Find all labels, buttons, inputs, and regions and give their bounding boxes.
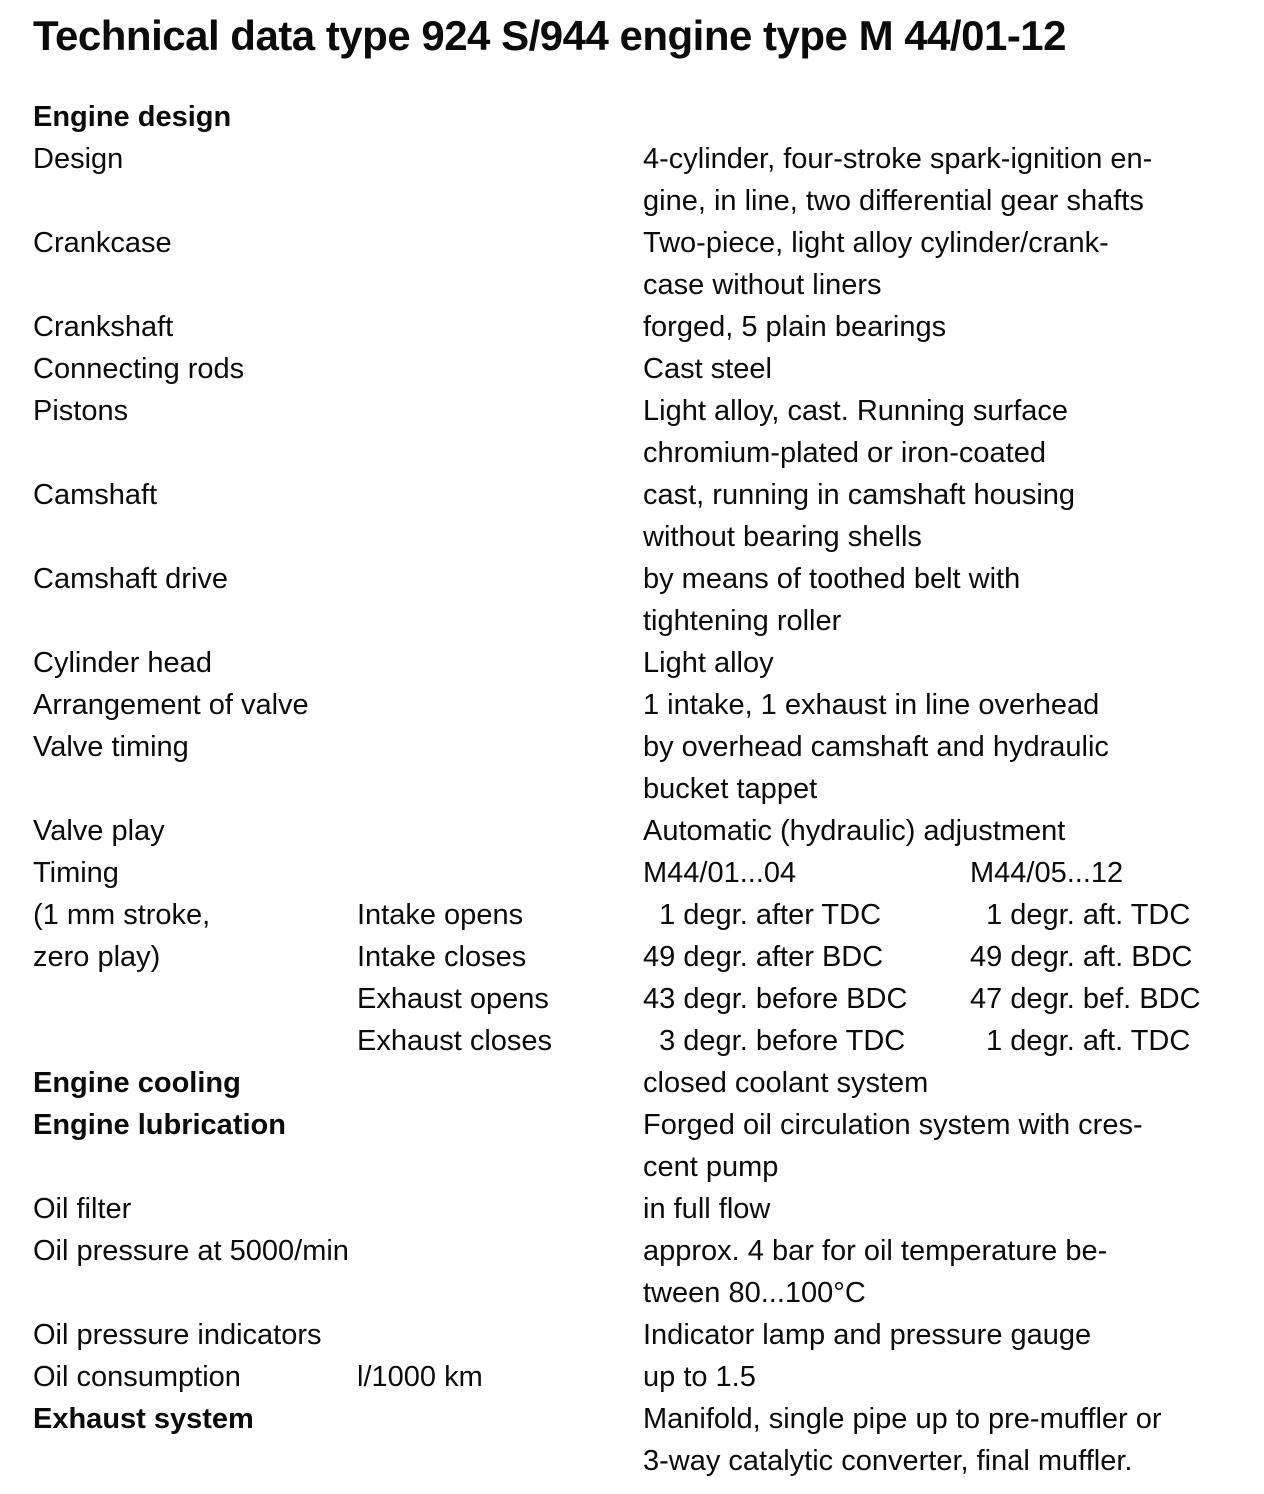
spec-label: Crankshaft — [33, 311, 174, 343]
spec-row — [33, 978, 1254, 1020]
spec-value: by overhead camshaft and hydraulic — [643, 731, 1109, 763]
spec-label: Arrangement of valve — [33, 689, 309, 721]
spec-row — [33, 390, 1254, 432]
spec-label: Crankcase — [33, 227, 172, 259]
spec-label: Engine design — [33, 101, 232, 133]
spec-value: Forged oil circulation system with cres- — [643, 1109, 1143, 1141]
spec-value: 4-cylinder, four-stroke spark-ignition en- — [643, 143, 1153, 175]
spec-row — [33, 348, 1254, 390]
spec-value: chromium-plated or iron-coated — [643, 437, 1046, 469]
spec-value: forged, 5 plain bearings — [643, 311, 947, 343]
spec-row — [33, 1188, 1254, 1230]
spec-value: M44/01...04 — [643, 857, 797, 889]
spec-label: Camshaft drive — [33, 563, 229, 595]
spec-row — [33, 600, 1254, 642]
spec-row — [33, 852, 1254, 894]
spec-label: (1 mm stroke, — [33, 899, 211, 931]
spec-label: Oil pressure indicators — [33, 1319, 322, 1351]
spec-label: Design — [33, 143, 124, 175]
spec-value: bucket tappet — [643, 773, 818, 805]
spec-label: zero play) — [33, 941, 161, 973]
spec-value: Light alloy, cast. Running surface — [643, 395, 1069, 427]
spec-row — [33, 474, 1254, 516]
spec-sublabel: Intake opens — [357, 899, 524, 931]
spec-row — [33, 264, 1254, 306]
spec-sublabel: Exhaust closes — [357, 1025, 553, 1057]
spec-label: Engine cooling — [33, 1067, 241, 1099]
spec-label: Oil consumption — [33, 1361, 241, 1393]
spec-row — [33, 1020, 1254, 1062]
spec-value: 1 intake, 1 exhaust in line overhead — [643, 689, 1100, 721]
spec-row — [33, 726, 1254, 768]
spec-label: Oil filter — [33, 1193, 132, 1225]
spec-label: Connecting rods — [33, 353, 245, 385]
spec-label: Timing — [33, 857, 119, 889]
spec-value: case without liners — [643, 269, 882, 301]
spec-label: Cylinder head — [33, 647, 212, 679]
spec-value2: 49 degr. aft. BDC — [970, 941, 1193, 973]
spec-label: Exhaust system — [33, 1403, 254, 1435]
spec-row — [33, 222, 1254, 264]
spec-value: up to 1.5 — [643, 1361, 756, 1393]
spec-label: Camshaft — [33, 479, 158, 511]
spec-sublabel: Intake closes — [357, 941, 527, 973]
spec-row — [33, 810, 1254, 852]
spec-row — [33, 936, 1254, 978]
spec-value: Automatic (hydraulic) adjustment — [643, 815, 1066, 847]
spec-value2: M44/05...12 — [970, 857, 1124, 889]
spec-row — [33, 1356, 1254, 1398]
spec-row — [33, 432, 1254, 474]
spec-value: closed coolant system — [643, 1067, 929, 1099]
spec-label: Oil pressure at 5000/min — [33, 1235, 349, 1267]
spec-sublabel: l/1000 km — [357, 1361, 483, 1393]
spec-value: 3-way catalytic converter, final muffler. — [643, 1445, 1133, 1477]
spec-row — [33, 516, 1254, 558]
spec-value: 49 degr. after BDC — [643, 941, 884, 973]
spec-value: approx. 4 bar for oil temperature be- — [643, 1235, 1108, 1267]
spec-row — [33, 1062, 1254, 1104]
spec-label: Pistons — [33, 395, 129, 427]
spec-row — [33, 684, 1254, 726]
spec-row — [33, 1314, 1254, 1356]
spec-row — [33, 894, 1254, 936]
spec-value: 3 degr. before TDC — [643, 1025, 906, 1057]
spec-row — [33, 96, 1254, 138]
spec-label: Valve timing — [33, 731, 189, 763]
spec-value: Cast steel — [643, 353, 772, 385]
spec-value2: 1 degr. aft. TDC — [970, 899, 1191, 931]
spec-row — [33, 1272, 1254, 1314]
spec-value: Manifold, single pipe up to pre-muffler or — [643, 1403, 1162, 1435]
spec-value: without bearing shells — [643, 521, 922, 553]
spec-value: Indicator lamp and pressure gauge — [643, 1319, 1092, 1351]
spec-row — [33, 558, 1254, 600]
spec-value: gine, in line, two differential gear shafts — [643, 185, 1144, 217]
spec-value2: 1 degr. aft. TDC — [970, 1025, 1191, 1057]
spec-value: in full flow — [643, 1193, 771, 1225]
spec-row — [33, 1398, 1254, 1440]
page-title: Technical data type 924 S/944 engine type M 44/01-12 — [33, 12, 1067, 59]
spec-value2: 47 degr. bef. BDC — [970, 983, 1201, 1015]
spec-row — [33, 138, 1254, 180]
spec-value: Two-piece, light alloy cylinder/crank- — [643, 227, 1109, 259]
spec-row — [33, 1230, 1254, 1272]
spec-row — [33, 306, 1254, 348]
spec-value: tween 80...100°C — [643, 1277, 866, 1309]
spec-rows — [33, 96, 1254, 1482]
spec-row — [33, 642, 1254, 684]
spec-row — [33, 180, 1254, 222]
spec-value: 1 degr. after TDC — [643, 899, 882, 931]
spec-value: by means of toothed belt with — [643, 563, 1021, 595]
spec-row — [33, 1440, 1254, 1482]
spec-value: cent pump — [643, 1151, 779, 1183]
spec-label: Valve play — [33, 815, 165, 847]
spec-value: 43 degr. before BDC — [643, 983, 908, 1015]
spec-row — [33, 1104, 1254, 1146]
spec-value: tightening roller — [643, 605, 842, 637]
spec-row — [33, 1146, 1254, 1188]
spec-sublabel: Exhaust opens — [357, 983, 549, 1015]
spec-label: Engine lubrication — [33, 1109, 286, 1141]
spec-value: Light alloy — [643, 647, 774, 679]
spec-row — [33, 768, 1254, 810]
spec-value: cast, running in camshaft housing — [643, 479, 1076, 511]
